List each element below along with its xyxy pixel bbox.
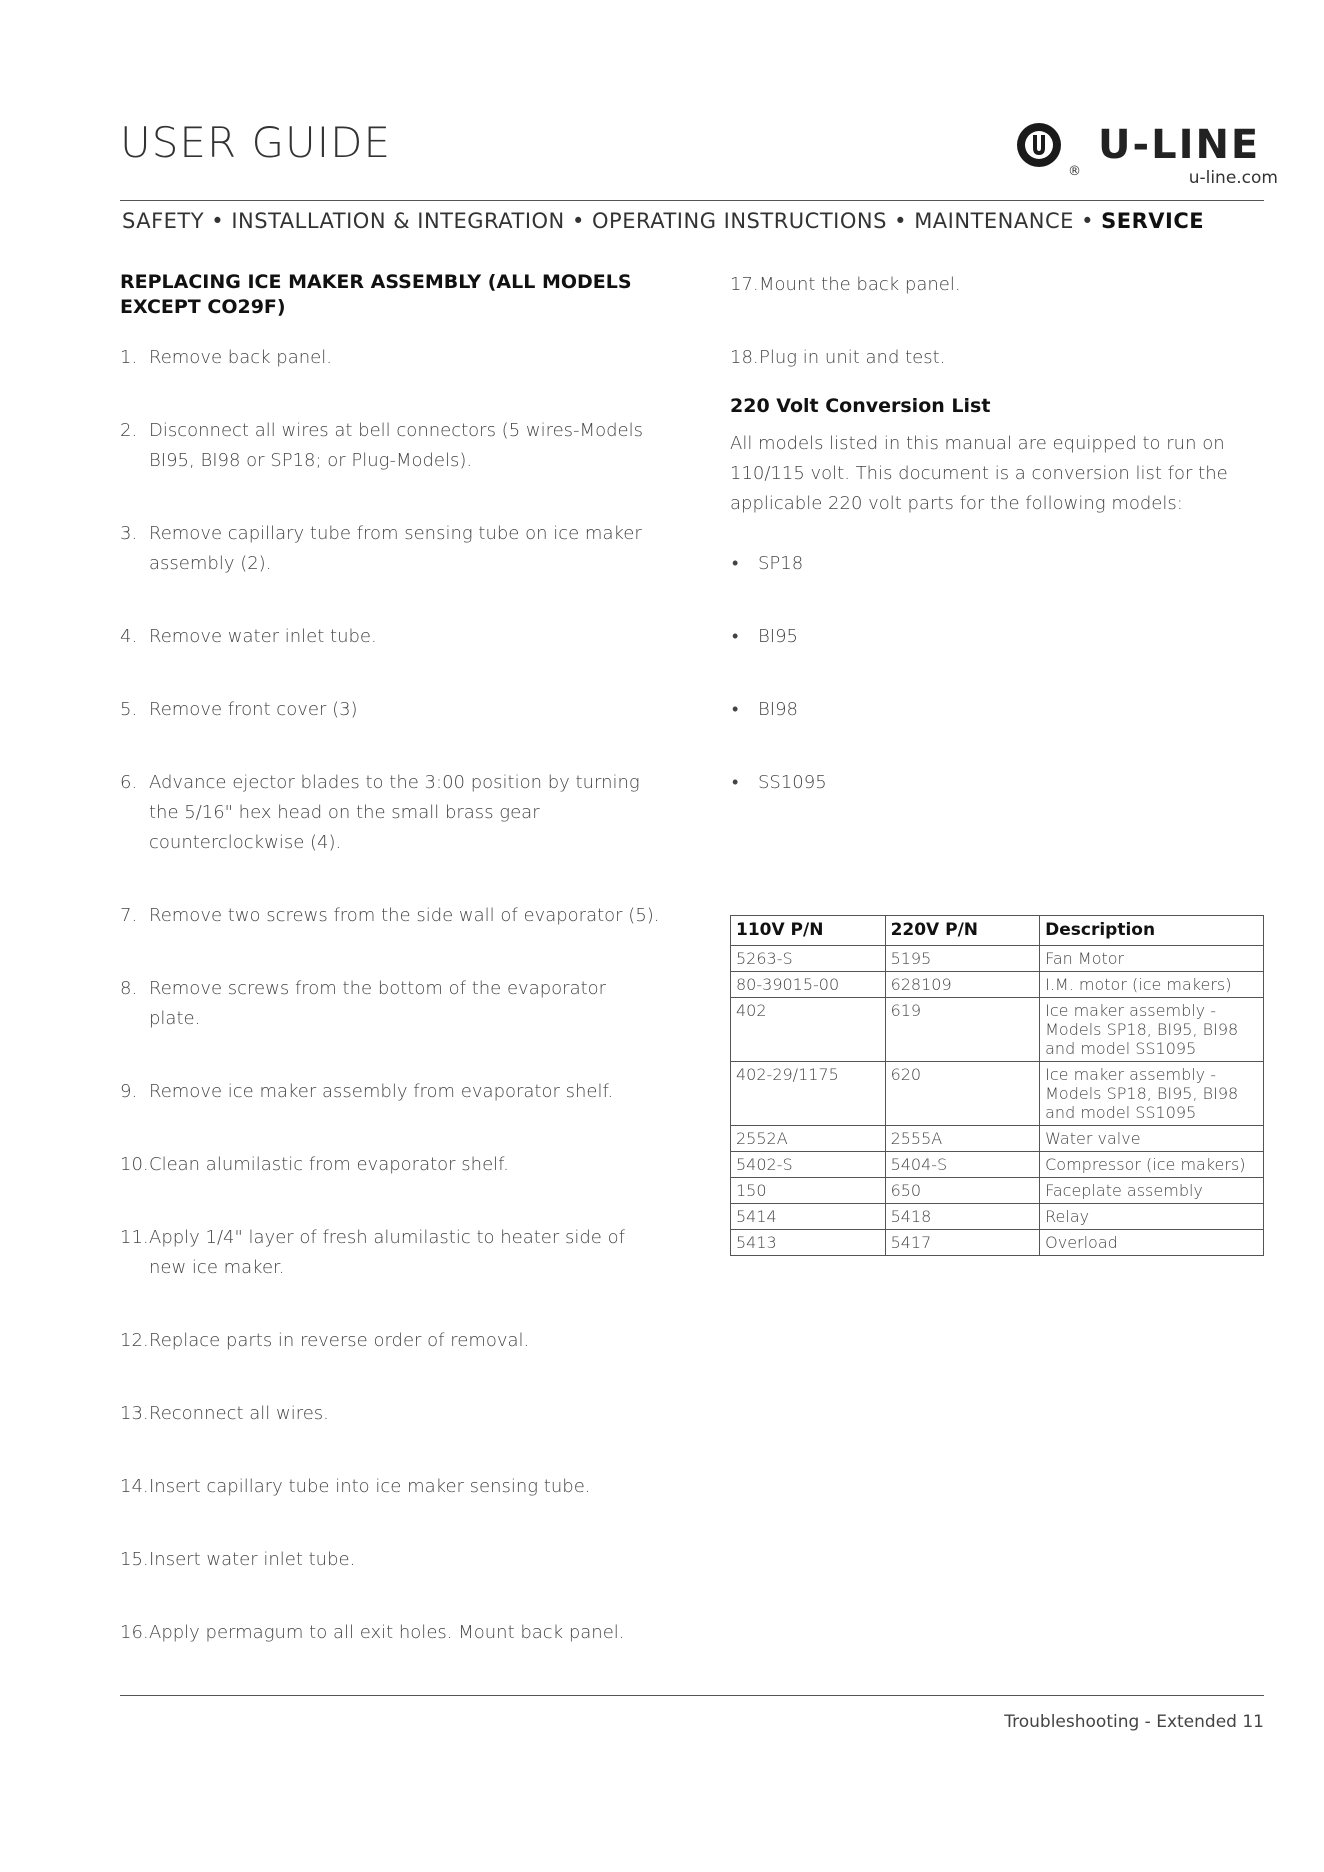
step-text: Remove front cover (3) xyxy=(149,699,358,720)
step-item xyxy=(120,901,660,931)
column-header-220v: 220V P/N xyxy=(885,916,1040,946)
table-row xyxy=(731,972,1264,998)
step-number: 3. xyxy=(120,523,138,544)
model-name: SS1095 xyxy=(758,772,827,793)
step-item xyxy=(120,622,660,652)
step-text: Disconnect all wires at bell connectors (5 wires-Models BI95, BI98 or SP18; or Plug-Models). xyxy=(149,420,643,471)
model-list-item xyxy=(730,695,1264,725)
step-item xyxy=(120,974,660,1034)
step-number: 18. xyxy=(730,347,759,368)
step-number: 6. xyxy=(120,772,138,793)
step-item xyxy=(730,343,1264,373)
cell-description: I.M. motor (ice makers) xyxy=(1040,972,1264,998)
step-text: Replace parts in reverse order of removal. xyxy=(149,1330,530,1351)
step-item xyxy=(120,1326,660,1356)
step-text: Remove two screws from the side wall of evaporator (5). xyxy=(149,905,660,926)
step-text: Remove ice maker assembly from evaporator shelf. xyxy=(149,1081,614,1102)
cell-110v-part: 5414 xyxy=(731,1204,886,1230)
step-text: Advance ejector blades to the 3:00 position by turning the 5/16" hex head on the small brass gear counterclockwise (4). xyxy=(149,772,640,853)
bullet-dot: • xyxy=(732,772,739,793)
footer-divider xyxy=(120,1695,1264,1696)
step-text: Remove screws from the bottom of the evaporator plate. xyxy=(149,978,607,1029)
cell-220v-part: 628109 xyxy=(885,972,1040,998)
step-text: Apply permagum to all exit holes. Mount back panel. xyxy=(149,1622,625,1643)
cell-description: Water valve xyxy=(1040,1126,1264,1152)
step-text: Remove capillary tube from sensing tube on ice maker assembly (2). xyxy=(149,523,642,574)
step-number: 12. xyxy=(120,1330,149,1351)
nav-separator: • xyxy=(211,209,225,233)
step-item xyxy=(120,343,660,373)
table-row xyxy=(731,1230,1264,1256)
model-name: SP18 xyxy=(758,553,804,574)
step-item xyxy=(120,1223,660,1283)
cell-220v-part: 5195 xyxy=(885,946,1040,972)
step-text: Apply 1/4" layer of fresh alumilastic to heater side of new ice maker. xyxy=(149,1227,625,1278)
brand-logo xyxy=(1016,122,1278,192)
cell-110v-part: 2552A xyxy=(731,1126,886,1152)
step-text: Remove back panel. xyxy=(149,347,332,368)
step-text: Remove water inlet tube. xyxy=(149,626,377,647)
step-number: 4. xyxy=(120,626,138,647)
nav-separator: • xyxy=(894,209,907,233)
steps-list xyxy=(120,343,660,1648)
cell-220v-part: 650 xyxy=(885,1178,1040,1204)
model-name: BI95 xyxy=(758,626,798,647)
cell-220v-part: 5418 xyxy=(885,1204,1040,1230)
cell-110v-part: 402 xyxy=(731,998,886,1062)
bullet-dot: • xyxy=(732,553,739,574)
nav-item-installation: INSTALLATION & INTEGRATION xyxy=(231,209,565,233)
nav-separator: • xyxy=(571,209,585,233)
table-row xyxy=(731,1178,1264,1204)
cell-220v-part: 619 xyxy=(885,998,1040,1062)
table-row xyxy=(731,1152,1264,1178)
step-number: 10. xyxy=(120,1154,149,1175)
parts-conversion-table xyxy=(730,915,1264,1256)
bullet-dot: • xyxy=(732,626,739,647)
cell-description: Overload xyxy=(1040,1230,1264,1256)
registered-mark: ® xyxy=(1068,164,1081,179)
logo-wordmark: U-LINE xyxy=(1098,122,1261,168)
table-body xyxy=(731,946,1264,1256)
right-column xyxy=(730,270,1264,841)
step-number: 1. xyxy=(120,347,138,368)
step-item xyxy=(120,1472,660,1502)
model-name: BI98 xyxy=(758,699,798,720)
step-text: Mount the back panel. xyxy=(759,274,961,295)
model-list xyxy=(730,549,1264,798)
section-nav xyxy=(122,209,1264,233)
cell-description: Fan Motor xyxy=(1040,946,1264,972)
step-number: 14. xyxy=(120,1476,149,1497)
cell-description: Compressor (ice makers) xyxy=(1040,1152,1264,1178)
step-text: Clean alumilastic from evaporator shelf. xyxy=(149,1154,509,1175)
nav-item-safety: SAFETY xyxy=(122,209,205,233)
cell-220v-part: 5404-S xyxy=(885,1152,1040,1178)
cell-110v-part: 80-39015-00 xyxy=(731,972,886,998)
step-item xyxy=(120,1618,660,1648)
bullet-dot: • xyxy=(732,699,739,720)
model-list-item xyxy=(730,768,1264,798)
step-text: Insert capillary tube into ice maker sensing tube. xyxy=(149,1476,591,1497)
nav-item-maintenance: MAINTENANCE xyxy=(914,209,1074,233)
page-footer: Troubleshooting - Extended 11 xyxy=(1004,1712,1264,1732)
step-number: 9. xyxy=(120,1081,138,1102)
table-row xyxy=(731,998,1264,1062)
section-heading: REPLACING ICE MAKER ASSEMBLY (ALL MODELS EXCEPT CO29F) xyxy=(120,271,632,318)
left-column xyxy=(120,270,660,1691)
table-row xyxy=(731,1126,1264,1152)
cell-220v-part: 620 xyxy=(885,1062,1040,1126)
step-text: Reconnect all wires. xyxy=(149,1403,329,1424)
u-line-logo-icon xyxy=(1016,122,1062,168)
steps-list-continued xyxy=(730,270,1264,373)
step-number: 5. xyxy=(120,699,138,720)
cell-description: Ice maker assembly - Models SP18, BI95, BI98 and model SS1095 xyxy=(1040,1062,1264,1126)
column-header-110v: 110V P/N xyxy=(731,916,886,946)
model-list-item xyxy=(730,549,1264,579)
conversion-intro: All models listed in this manual are equipped to run on 110/115 volt. This document is a conversion list for the applicable 220 volt parts for the following models: xyxy=(730,433,1228,514)
nav-item-service-active: SERVICE xyxy=(1101,209,1205,233)
page-title: USER GUIDE xyxy=(120,118,392,167)
table-row xyxy=(731,946,1264,972)
step-item xyxy=(120,1399,660,1429)
step-item xyxy=(120,768,660,858)
cell-220v-part: 5417 xyxy=(885,1230,1040,1256)
cell-110v-part: 5402-S xyxy=(731,1152,886,1178)
step-text: Insert water inlet tube. xyxy=(149,1549,356,1570)
nav-separator: • xyxy=(1081,209,1094,233)
cell-220v-part: 2555A xyxy=(885,1126,1040,1152)
cell-110v-part: 5263-S xyxy=(731,946,886,972)
step-item xyxy=(730,270,1264,300)
step-item xyxy=(120,1150,660,1180)
step-item xyxy=(120,695,660,725)
cell-description: Relay xyxy=(1040,1204,1264,1230)
step-item xyxy=(120,1077,660,1107)
header-divider xyxy=(120,200,1264,201)
step-item xyxy=(120,416,660,476)
nav-item-operating: OPERATING INSTRUCTIONS xyxy=(592,209,887,233)
step-number: 2. xyxy=(120,420,138,441)
cell-110v-part: 402-29/1175 xyxy=(731,1062,886,1126)
cell-description: Ice maker assembly - Models SP18, BI95, BI98 and model SS1095 xyxy=(1040,998,1264,1062)
step-number: 11. xyxy=(120,1227,149,1248)
model-list-item xyxy=(730,622,1264,652)
step-number: 7. xyxy=(120,905,138,926)
table-row xyxy=(731,1204,1264,1230)
table-header-row xyxy=(731,916,1264,946)
step-item xyxy=(120,519,660,579)
table-row xyxy=(731,1062,1264,1126)
cell-description: Faceplate assembly xyxy=(1040,1178,1264,1204)
step-text: Plug in unit and test. xyxy=(759,347,946,368)
step-number: 13. xyxy=(120,1403,149,1424)
step-number: 15. xyxy=(120,1549,149,1570)
logo-url: u-line.com xyxy=(1188,168,1278,188)
cell-110v-part: 150 xyxy=(731,1178,886,1204)
step-number: 8. xyxy=(120,978,138,999)
step-number: 17. xyxy=(730,274,759,295)
step-number: 16. xyxy=(120,1622,149,1643)
cell-110v-part: 5413 xyxy=(731,1230,886,1256)
column-header-description: Description xyxy=(1040,916,1264,946)
step-item xyxy=(120,1545,660,1575)
conversion-heading: 220 Volt Conversion List xyxy=(730,395,991,417)
